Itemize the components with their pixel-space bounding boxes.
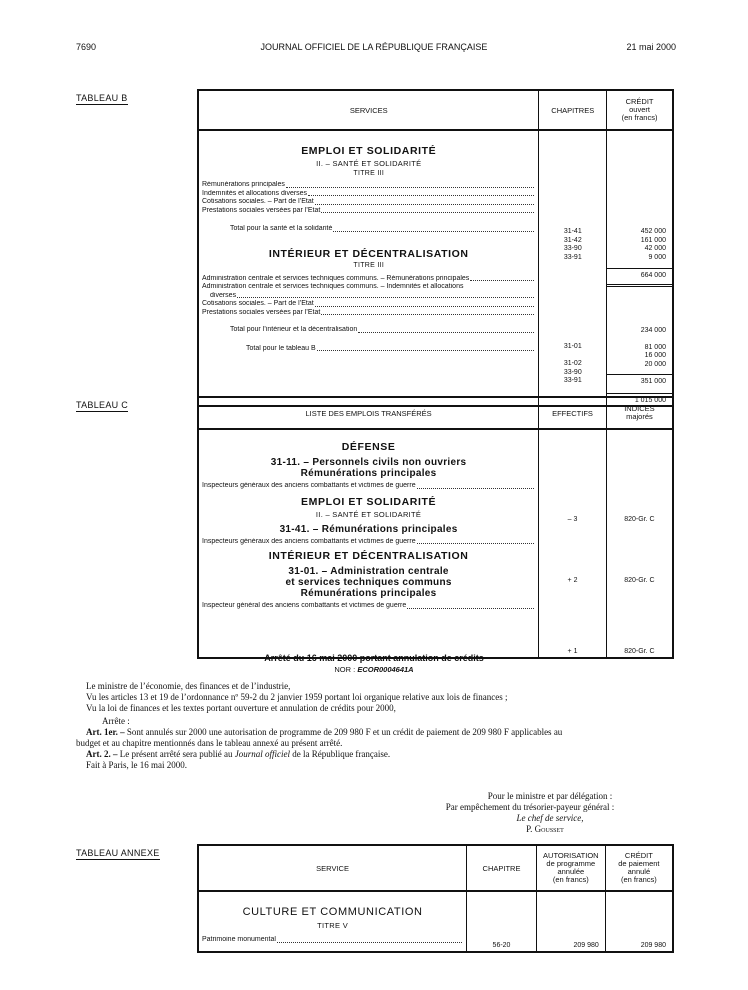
section-emploi: EMPLOI ET SOLIDARITÉ — [301, 495, 437, 508]
col-services: SERVICES — [198, 90, 539, 130]
nor-line: NOR : ECOR0004641A — [334, 665, 414, 674]
tableau-c-label: TABLEAU C — [76, 400, 129, 410]
tableau-annexe-label: TABLEAU ANNEXE — [76, 848, 160, 858]
col-indices: INDICES majorés — [606, 397, 673, 429]
total-line: Total pour l’intérieur et la décentralisation — [202, 326, 535, 335]
signature-block: Pour le ministre et par délégation : Par empêchement du trésorier-payeur général : Le chef de service, P. Gousset — [445, 791, 615, 834]
col-autorisation: AUTORISATION de programme annulée (en francs) — [536, 845, 605, 891]
col-liste: LISTE DES EMPLOIS TRANSFÉRÉS — [198, 397, 539, 429]
list-item: Inspecteurs généraux des anciens combattants et victimes de guerre — [202, 538, 535, 547]
tableau-annexe: SERVICE CHAPITRE AUTORISATION de programme annulée (en francs) CRÉDIT de paiement annulé (en francs) CULTURE ET COMMUNICATION TITRE V Patrimoine monumental 56-20 209 980 209 980 — [197, 844, 674, 953]
section-interieur: INTÉRIEUR ET DÉCENTRALISATION — [268, 247, 469, 260]
page-number: 7690 — [76, 42, 97, 52]
grand-total-value: 1 015 000 — [634, 396, 666, 404]
list-item: Prestations sociales versées par l’Etat — [202, 309, 535, 318]
list-item: Rémunérations principales — [202, 181, 535, 190]
effectifs-cell: – 3 + 2 + 1 — [539, 429, 607, 658]
grand-total-line: Total pour le tableau B — [202, 345, 535, 354]
tableau-b — [197, 89, 674, 407]
col-effectifs: EFFECTIFS — [539, 397, 607, 429]
chapitres-cell: 31-41 31-42 33-90 33-91 31-01 31-02 33-90 33-91 — [539, 130, 607, 406]
list-item: Prestations sociales versées par l’Etat — [202, 207, 535, 216]
list-item: Indemnités et allocations diverses — [202, 190, 535, 199]
col-service: SERVICE — [198, 845, 467, 891]
tableau-b-label: TABLEAU B — [76, 93, 128, 103]
col-chapitres: CHAPITRES — [539, 90, 607, 130]
section-interieur: INTÉRIEUR ET DÉCENTRALISATION — [268, 550, 469, 562]
journal-title: JOURNAL OFFICIEL DE LA RÉPUBLIQUE FRANÇAISE — [260, 42, 488, 52]
list-item: Administration centrale et services techniques communs. – Indemnités et allocations — [202, 283, 464, 290]
indices-cell: 820-Gr. C 820-Gr. C 820-Gr. C — [606, 429, 673, 658]
services-cell: EMPLOI ET SOLIDARITÉ II. – SANTÉ ET SOLIDARITÉ TITRE III Rémunérations principales Indemnités et allocations diverses Cotisations sociales. – Part de l’Etat Prestations sociales versées par l’Etat Total pour la santé et la solidarité INTÉRIEUR ET DÉCENTRALISATION TITRE III Administration centrale et services techniques communs. – Rémunérations principales Administration centrale et services techniques communs. – Indemnités et allocations diverses Cotisations sociales. – Part de l’Etat Prestations sociales versées par l’Etat Total pour l’intérieur et la décentralisation Total pour le tableau B — [198, 130, 539, 406]
list-item: Cotisations sociales. – Part de l’Etat — [202, 300, 535, 309]
issue-date: 21 mai 2000 — [626, 42, 676, 52]
list-item: Cotisations sociales. – Part de l’Etat — [202, 198, 535, 207]
section-defense: DÉFENSE — [341, 441, 396, 453]
list-item: Inspecteurs généraux des anciens combattants et victimes de guerre — [202, 482, 535, 491]
section-culture: CULTURE ET COMMUNICATION — [242, 906, 423, 918]
list-item: Administration centrale et services techniques communs. – Rémunérations principales — [202, 275, 535, 284]
total-line: Total pour la santé et la solidarité — [202, 225, 535, 234]
credit-cell: 452 000 161 000 42 000 9 000 664 000 234 000 81 000 16 000 20 000 351 000 1 015 000 — [607, 130, 673, 406]
col-credit: CRÉDIT ouvert (en francs) — [607, 90, 673, 130]
col-credit-paiement: CRÉDIT de paiement annulé (en francs) — [605, 845, 673, 891]
list-item: Patrimoine monumental — [202, 936, 463, 945]
tableau-c — [197, 396, 674, 659]
list-item: Inspecteur général des anciens combattants et victimes de guerre — [202, 602, 535, 611]
emplois-cell: DÉFENSE 31-11. – Personnels civils non ouvriers Rémunérations principales Inspecteurs généraux des anciens combattants et victimes de guerre EMPLOI ET SOLIDARITÉ II. – SANTÉ ET SOLIDARITÉ 31-41. – Rémunérations principales Inspecteurs généraux des anciens combattants et victimes de guerre INTÉRIEUR ET DÉCENTRALISATION 31-01. – Administration centrale et services techniques communs Rémunérations principales Inspecteur général des anciens combattants et victimes de guerre — [198, 429, 539, 658]
subtotal-value: 351 000 — [640, 378, 666, 385]
col-chapitre: CHAPITRE — [467, 845, 537, 891]
arrete-title: Arrêté du 16 mai 2000 portant annulation de crédits — [264, 653, 484, 663]
arrete-body: Le ministre de l’économie, des finances et de l’industrie, Vu les articles 13 et 19 de l’ordonnance nº 59-2 du 2 janvier 1959 portant loi organique relative aux lois de finances ; Vu la loi de finances et les textes portant ouverture et annulation de crédits pour 2000, Arrête : Art. 1er. – Sont annulés sur 2000 une autorisation de programme de 209 980 F et un crédit de paiement de 209 980 F applicables au budget et au chapitre mentionnés dans le tableau annexé au présent arrêté. Art. 2. – Le présent arrêté sera publié au Journal officiel de la République française. Fait à Paris, le 16 mai 2000. — [76, 681, 563, 770]
subtotal-value: 664 000 — [640, 272, 666, 279]
section-emploi: EMPLOI ET SOLIDARITÉ — [301, 145, 437, 157]
